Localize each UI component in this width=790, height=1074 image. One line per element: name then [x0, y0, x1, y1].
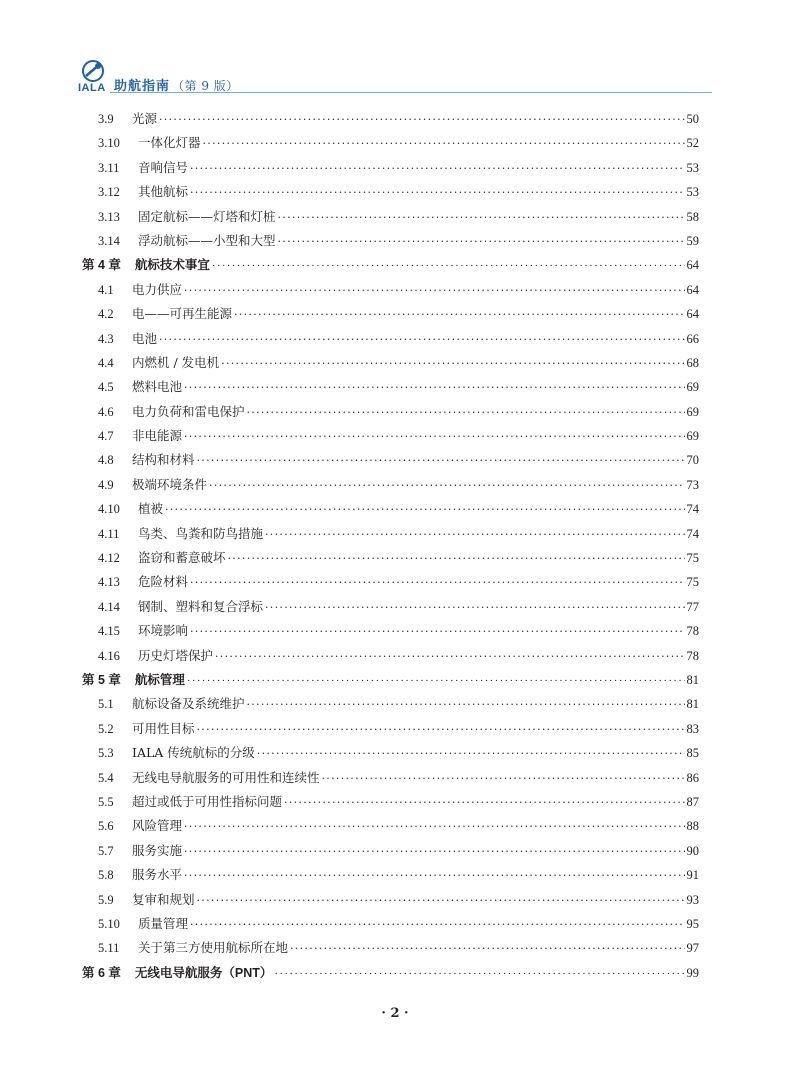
entry-page-number: 69 [686, 380, 699, 395]
toc-section-entry[interactable] [82, 595, 699, 619]
entry-number: 第 4 章 [82, 258, 121, 273]
entry-number: 3.11 [98, 160, 120, 175]
entry-number: 5.11 [98, 941, 120, 956]
entry-title: 电力供应 [132, 281, 183, 297]
toc-section-entry[interactable] [82, 644, 699, 668]
entry-number: 4.10 [98, 502, 120, 517]
dot-leader [274, 962, 684, 986]
dot-leader [209, 474, 684, 498]
entry-title: 结构和材料 [132, 452, 195, 468]
entry-title: 航标管理 [134, 672, 185, 687]
entry-number: 3.9 [98, 112, 114, 126]
dot-leader [190, 571, 684, 595]
dot-leader [159, 108, 684, 132]
table-of-contents [82, 107, 699, 985]
dot-leader [234, 303, 684, 327]
entry-page-number: 95 [686, 916, 699, 931]
entry-page-number: 74 [686, 502, 699, 517]
dot-leader [257, 742, 685, 766]
entry-page-number: 81 [686, 672, 699, 687]
entry-title: 光源 [132, 111, 158, 126]
entry-title: 浮动航标——小型和大型 [138, 232, 276, 248]
dot-leader [203, 132, 685, 156]
entry-title: 盗窃和蓄意破坏 [138, 550, 226, 566]
entry-page-number: 64 [686, 282, 699, 297]
entry-title: 固定航标——灯塔和灯桩 [138, 208, 276, 224]
entry-number: 第 5 章 [82, 672, 121, 687]
entry-page-number: 52 [686, 136, 699, 151]
toc-section-entry[interactable] [82, 766, 699, 790]
dot-leader [184, 279, 684, 303]
entry-page-number: 75 [686, 551, 699, 566]
dot-leader [278, 206, 685, 230]
toc-section-entry[interactable] [82, 473, 699, 497]
toc-chapter-entry[interactable] [82, 961, 699, 985]
dot-leader [165, 498, 684, 522]
entry-number: 4.2 [98, 307, 114, 322]
book-title-text: 助航指南 [114, 79, 171, 94]
entry-number: 4.12 [98, 551, 120, 566]
entry-title: 复审和规划 [132, 891, 195, 907]
entry-title: 无线电导航服务的可用性和连续性 [132, 769, 320, 785]
entry-page-number: 69 [686, 404, 699, 419]
entry-number: 5.10 [98, 916, 120, 931]
header-rule [110, 92, 712, 93]
entry-page-number: 83 [686, 721, 699, 736]
entry-title: 内燃机 / 发电机 [132, 354, 220, 370]
entry-page-number: 53 [686, 185, 699, 200]
entry-page-number: 73 [686, 477, 699, 492]
entry-title: 电——可再生能源 [132, 306, 233, 322]
entry-title: 植被 [138, 501, 164, 517]
entry-page-number: 77 [686, 599, 699, 614]
entry-page-number: 59 [686, 233, 699, 248]
entry-title: 燃料电池 [132, 379, 183, 395]
entry-number: 5.5 [98, 794, 114, 809]
entry-page-number: 88 [686, 819, 699, 834]
entry-number: 4.9 [98, 477, 114, 492]
entry-page-number: 81 [686, 697, 699, 712]
logo-text: IALA [78, 82, 106, 94]
entry-title: 无线电导航服务（PNT） [134, 965, 273, 980]
toc-section-entry[interactable] [82, 400, 699, 424]
dot-leader [184, 425, 684, 449]
entry-title: 历史灯塔保护 [138, 647, 214, 663]
toc-section-entry[interactable] [82, 814, 699, 838]
dot-leader [284, 791, 684, 815]
dot-leader [184, 840, 684, 864]
dot-leader [247, 401, 685, 425]
dot-leader [184, 864, 684, 888]
entry-title: 电力负荷和雷电保护 [132, 403, 245, 419]
entry-title: 关于第三方使用航标所在地 [138, 940, 289, 956]
toc-section-entry[interactable] [82, 863, 699, 887]
toc-section-entry[interactable] [82, 790, 699, 814]
dot-leader [159, 328, 684, 352]
entry-title: 质量管理 [138, 915, 189, 931]
entry-page-number: 68 [686, 355, 699, 370]
dot-leader [265, 596, 684, 620]
toc-section-entry[interactable] [82, 327, 699, 351]
entry-page-number: 66 [686, 331, 699, 346]
dot-leader [265, 523, 684, 547]
entry-title: 其他航标 [138, 184, 189, 200]
entry-title: 一体化灯器 [138, 135, 201, 151]
entry-title: 极端环境条件 [132, 476, 208, 492]
entry-page-number: 75 [686, 575, 699, 590]
toc-section-entry[interactable] [82, 692, 699, 716]
dot-leader [190, 913, 684, 937]
entry-number: 4.1 [98, 282, 114, 297]
entry-page-number: 86 [686, 770, 699, 785]
toc-chapter-entry[interactable] [82, 668, 699, 692]
toc-section-entry[interactable] [82, 888, 699, 912]
entry-number: 5.2 [98, 721, 114, 736]
entry-title: 航标设备及系统维护 [132, 696, 245, 712]
entry-title: 服务实施 [132, 842, 183, 858]
entry-number: 3.12 [98, 185, 120, 200]
entry-page-number: 64 [686, 307, 699, 322]
toc-section-entry[interactable] [82, 546, 699, 570]
entry-number: 第 6 章 [82, 965, 121, 980]
entry-number: 3.10 [98, 136, 120, 151]
entry-title: 鸟类、鸟粪和防鸟措施 [138, 525, 264, 541]
entry-number: 5.8 [98, 868, 114, 883]
entry-page-number: 91 [686, 868, 699, 883]
entry-page-number: 93 [686, 892, 699, 907]
edition-text: （第 9 版） [172, 79, 239, 93]
dot-leader [184, 815, 684, 839]
entry-page-number: 50 [686, 112, 699, 126]
toc-section-entry[interactable] [82, 229, 699, 253]
entry-title: 服务水平 [132, 867, 183, 883]
dot-leader [247, 693, 685, 717]
dot-leader [215, 645, 684, 669]
entry-number: 5.4 [98, 770, 114, 785]
entry-number: 5.3 [98, 746, 114, 761]
entry-title: IALA 传统航标的分级 [132, 745, 255, 761]
entry-number: 4.3 [98, 331, 114, 346]
entry-number: 4.8 [98, 453, 114, 468]
toc-section-entry[interactable] [82, 912, 699, 936]
entry-page-number: 85 [686, 746, 699, 761]
toc-chapter-entry[interactable] [82, 253, 699, 277]
toc-section-entry[interactable] [82, 717, 699, 741]
toc-section-entry[interactable] [82, 741, 699, 765]
entry-page-number: 78 [686, 648, 699, 663]
entry-page-number: 58 [686, 209, 699, 224]
entry-page-number: 64 [686, 258, 699, 273]
entry-number: 5.6 [98, 819, 114, 834]
dot-leader [190, 620, 684, 644]
toc-section-entry[interactable] [82, 278, 699, 302]
entry-number: 4.5 [98, 380, 114, 395]
entry-title: 非电能源 [132, 428, 183, 444]
toc-section-entry[interactable] [82, 619, 699, 643]
dot-leader [212, 254, 685, 278]
dot-leader [197, 889, 685, 913]
entry-number: 5.1 [98, 697, 114, 712]
entry-number: 4.6 [98, 404, 114, 419]
toc-section-entry[interactable] [82, 351, 699, 375]
toc-section-entry[interactable] [82, 180, 699, 204]
dot-leader [322, 767, 685, 791]
entry-number: 4.4 [98, 355, 114, 370]
entry-title: 电池 [132, 330, 158, 346]
entry-number: 4.14 [98, 599, 120, 614]
entry-title: 航标技术事宜 [134, 258, 210, 273]
dot-leader [187, 669, 685, 693]
entry-number: 3.14 [98, 233, 120, 248]
entry-page-number: 78 [686, 624, 699, 639]
entry-number: 4.16 [98, 648, 120, 663]
entry-page-number: 99 [686, 965, 699, 980]
entry-number: 4.15 [98, 624, 120, 639]
toc-section-entry[interactable] [82, 156, 699, 180]
toc-section-entry[interactable] [82, 375, 699, 399]
page-number: · 2 · [381, 1006, 409, 1021]
entry-number: 3.13 [98, 209, 120, 224]
toc-section-entry[interactable] [82, 107, 699, 131]
entry-title: 超过或低于可用性指标问题 [132, 793, 283, 809]
dot-leader [190, 157, 684, 181]
entry-number: 4.11 [98, 526, 120, 541]
entry-page-number: 97 [686, 941, 699, 956]
entry-title: 危险材料 [138, 574, 189, 590]
dot-leader [228, 547, 685, 571]
toc-section-entry[interactable] [82, 424, 699, 448]
toc-section-entry[interactable] [82, 131, 699, 155]
dot-leader [197, 718, 685, 742]
entry-page-number: 69 [686, 429, 699, 444]
dot-leader [197, 449, 685, 473]
toc-section-entry[interactable] [82, 839, 699, 863]
entry-page-number: 90 [686, 843, 699, 858]
toc-section-entry[interactable] [82, 448, 699, 472]
toc-section-entry[interactable] [82, 522, 699, 546]
entry-page-number: 74 [686, 526, 699, 541]
dot-leader [278, 230, 685, 254]
toc-section-entry[interactable] [82, 936, 699, 960]
entry-title: 音响信号 [138, 159, 189, 175]
dot-leader [290, 937, 684, 961]
running-header [76, 58, 712, 94]
entry-title: 风险管理 [132, 818, 183, 834]
dot-leader [221, 352, 684, 376]
entry-title: 可用性目标 [132, 720, 195, 736]
entry-title: 环境影响 [138, 623, 189, 639]
entry-page-number: 53 [686, 160, 699, 175]
entry-page-number: 87 [686, 794, 699, 809]
dot-leader [184, 376, 684, 400]
toc-section-entry[interactable] [82, 205, 699, 229]
toc-section-entry[interactable] [82, 302, 699, 326]
entry-number: 4.13 [98, 575, 120, 590]
entry-title: 钢制、塑料和复合浮标 [138, 598, 264, 614]
entry-number: 5.9 [98, 892, 114, 907]
entry-number: 5.7 [98, 843, 114, 858]
dot-leader [190, 181, 684, 205]
toc-section-entry[interactable] [82, 570, 699, 594]
entry-number: 4.7 [98, 429, 114, 444]
toc-section-entry[interactable] [82, 497, 699, 521]
entry-page-number: 70 [686, 453, 699, 468]
